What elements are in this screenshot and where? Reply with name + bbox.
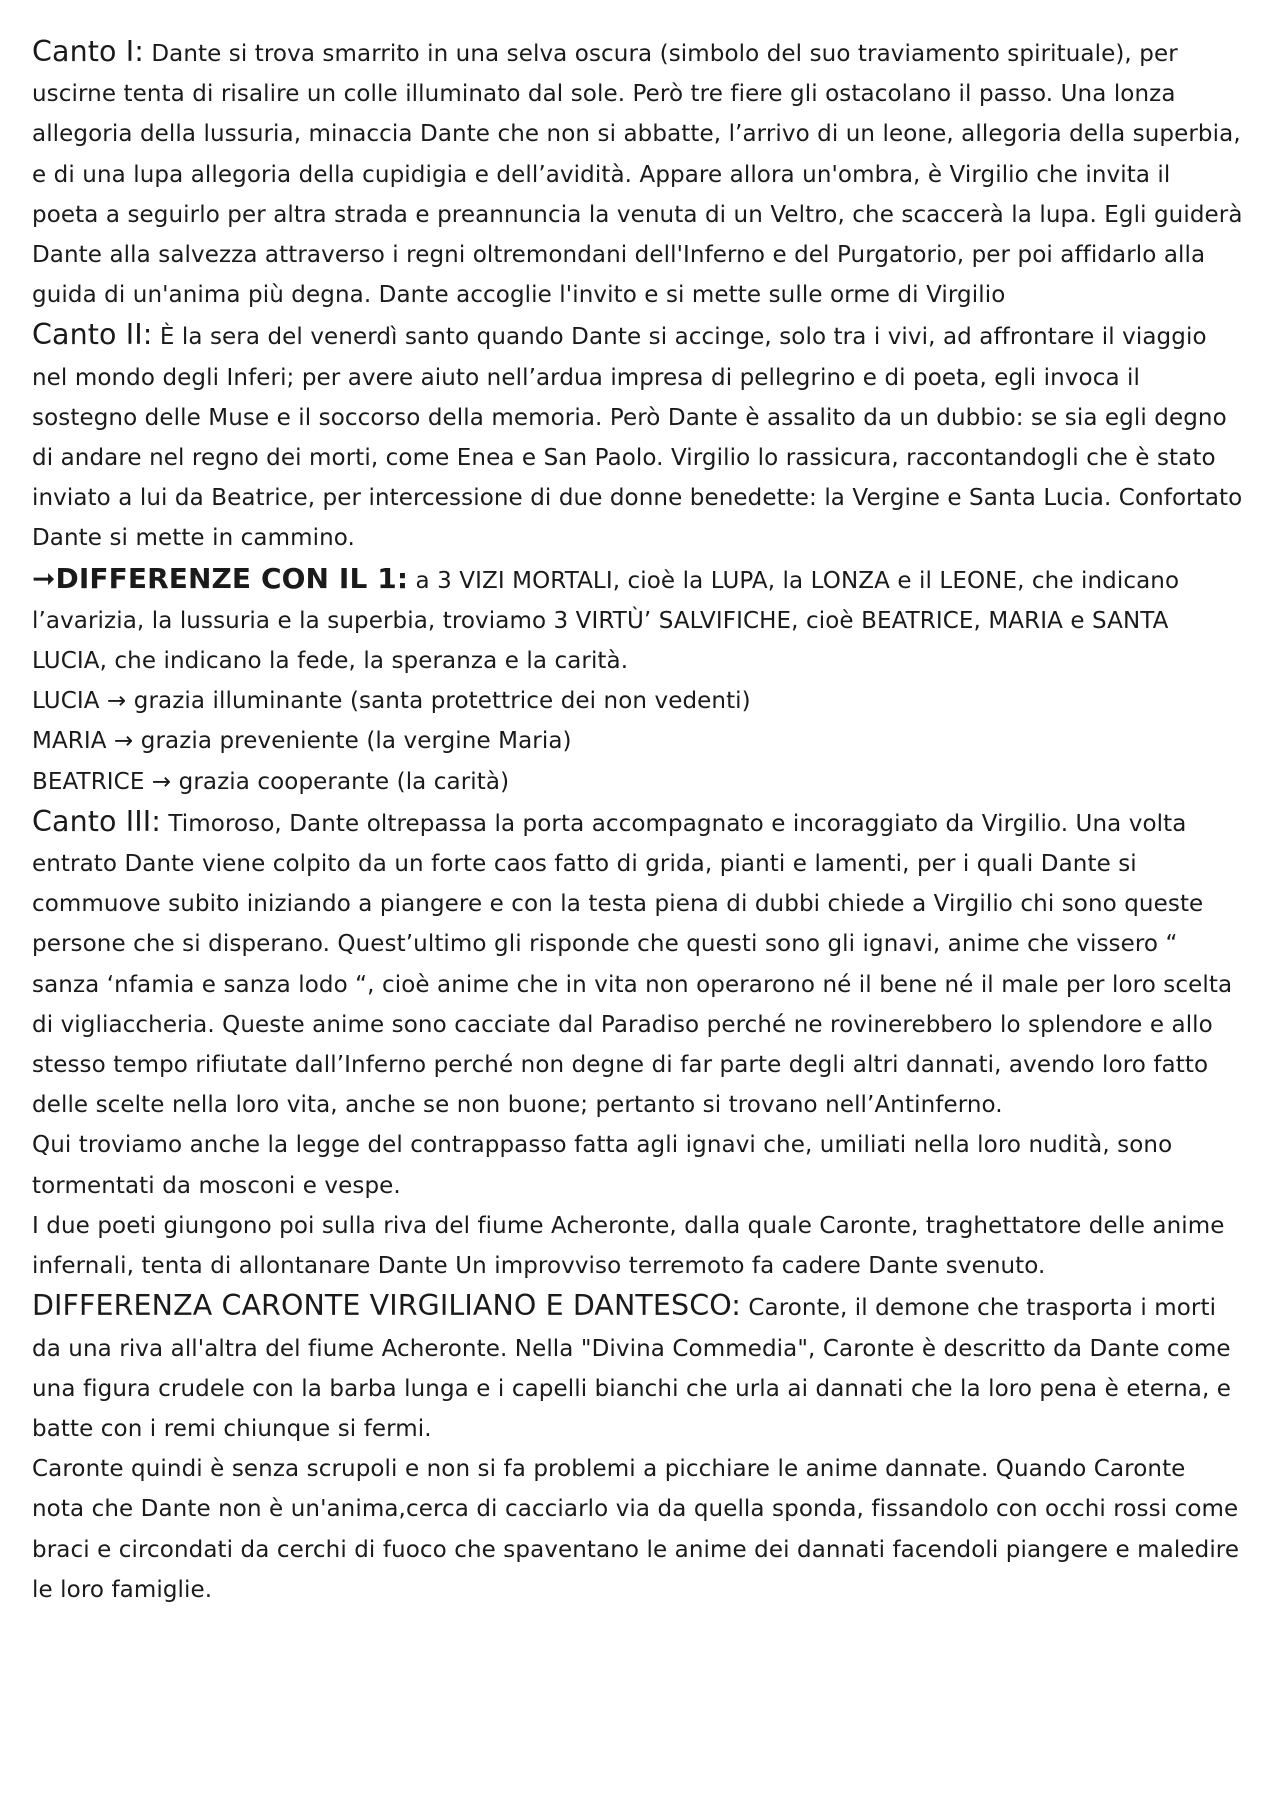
grace-line-maria: MARIA → grazia preveniente (la vergine Maria): [32, 728, 572, 755]
canto-1-text: Dante si trova smarrito in una selva oscura (simbolo del suo traviamento spirituale), per uscirne tenta di risalire un colle illuminato dal sole. Però tre fiere gli ostacolano il passo. Una lonza allegoria della lussuria, minaccia Dante che non si abbatte, l’arrivo di un leone, allegoria della superbia, e di una lupa allegoria della cupidigia e dell’avidità. Appare allora un'ombra, è Virgilio che invita il poeta a seguirlo per altra strada e preannuncia la venuta di un Veltro, che scaccerà la lupa. Egli guiderà Dante alla salvezza attraverso i regni oltremondani dell'Inferno e del Purgatorio, per poi affidarlo alla guida di un'anima più degna. Dante accoglie l'invito e si mette sulle orme di Virgilio: [32, 41, 1243, 309]
canto-3-paragraph-2: Qui troviamo anche la legge del contrappasso fatta agli ignavi che, umiliati nella loro nudità, sono tormentati da mosconi e vespe.: [32, 1132, 1173, 1199]
canto-3-paragraph-3: I due poeti giungono poi sulla riva del fiume Acheronte, dalla quale Caronte, traghettatore delle anime infernali, tenta di allontanare Dante Un improvviso terremoto fa cadere Dante svenuto.: [32, 1212, 1225, 1280]
grace-list: [32, 681, 1244, 802]
grace-line-beatrice: BEATRICE → grazia cooperante (la carità): [32, 768, 510, 795]
caronte-paragraph-2: Caronte quindi è senza scrupoli e non si fa problemi a picchiare le anime dannate. Quando Caronte nota che Dante non è un'anima,cerca di cacciarlo via da quella sponda, fissandolo con occhi rossi come braci e circondati da cerchi di fuoco che spaventano le anime dei dannati facendoli piangere e maledire le loro famiglie.: [32, 1456, 1240, 1603]
canto-3-paragraph: [32, 802, 1244, 1126]
caronte-heading: DIFFERENZA CARONTE VIRGILIANO E DANTESCO:: [32, 1289, 741, 1323]
differenze-heading: ➞DIFFERENZE CON IL 1:: [32, 561, 409, 595]
grace-line-lucia: LUCIA → grazia illuminante (santa protettrice dei non vedenti): [32, 688, 751, 715]
caronte-text: Caronte, il demone che trasporta i morti da una riva all'altra del fiume Acheronte. Nella "Divina Commedia", Caronte è descritto da Dante come una figura crudele con la barba lunga e i capelli bianchi che urla ai dannati che la loro pena è eterna, e batte con i remi chiunque si fermi.: [32, 1295, 1232, 1442]
caronte-paragraph: [32, 1286, 1244, 1449]
canto-2-paragraph: [32, 315, 1244, 558]
canto-1-heading: Canto I:: [32, 35, 144, 68]
canto-3-text: Timoroso, Dante oltrepassa la porta accompagnato e incoraggiato da Virgilio. Una volta entrato Dante viene colpito da un forte caos fatto di grida, pianti e lamenti, per i quali Dante si commuove subito iniziando a piangere e con la testa piena di dubbi chiede a Virgilio chi sono queste persone che si disperano. Quest’ultimo gli risponde che questi sono gli ignavi, anime che vissero “ sanza ‘nfamia e sanza lodo “, cioè anime che in vita non operarono né il bene né il male per loro scelta di vigliaccheria. Queste anime sono cacciate dal Paradiso perché ne rovinerebbero lo splendore e allo stesso tempo rifiutate dall’Inferno perché non degne di far parte degli altri dannati, avendo loro fatto delle scelte nella loro vita, anche se non buone; pertanto si trovano nell’Antinferno.: [32, 810, 1233, 1119]
canto-2-heading: Canto II:: [32, 318, 153, 352]
canto-1-paragraph: [32, 32, 1244, 315]
canto-3-heading: Canto III:: [32, 804, 161, 838]
canto-2-text: È la sera del venerdì santo quando Dante si accinge, solo tra i vivi, ad affrontare il viaggio nel mondo degli Inferi; per avere aiuto nell’ardua impresa di pellegrino e di poeta, egli invoca il sostegno delle Muse e il soccorso della memoria. Però Dante è assalito da un dubbio: se sia egli degno di andare nel regno dei morti, come Enea e San Paolo. Virgilio lo rassicura, raccontandogli che è stato inviato a lui da Beatrice, per intercessione di due donne benedette: la Vergine e Santa Lucia. Confortato Dante si mette in cammino.: [32, 324, 1243, 552]
differenze-text: a 3 VIZI MORTALI, cioè la LUPA, la LONZA e il LEONE, che indicano l’avarizia, la lussuria e la superbia, troviamo 3 VIRTÙ’ SALVIFICHE, cioè BEATRICE, MARIA e SANTA LUCIA, che indicano la fede, la speranza e la carità.: [32, 567, 1180, 675]
differenze-paragraph: [32, 559, 1244, 682]
